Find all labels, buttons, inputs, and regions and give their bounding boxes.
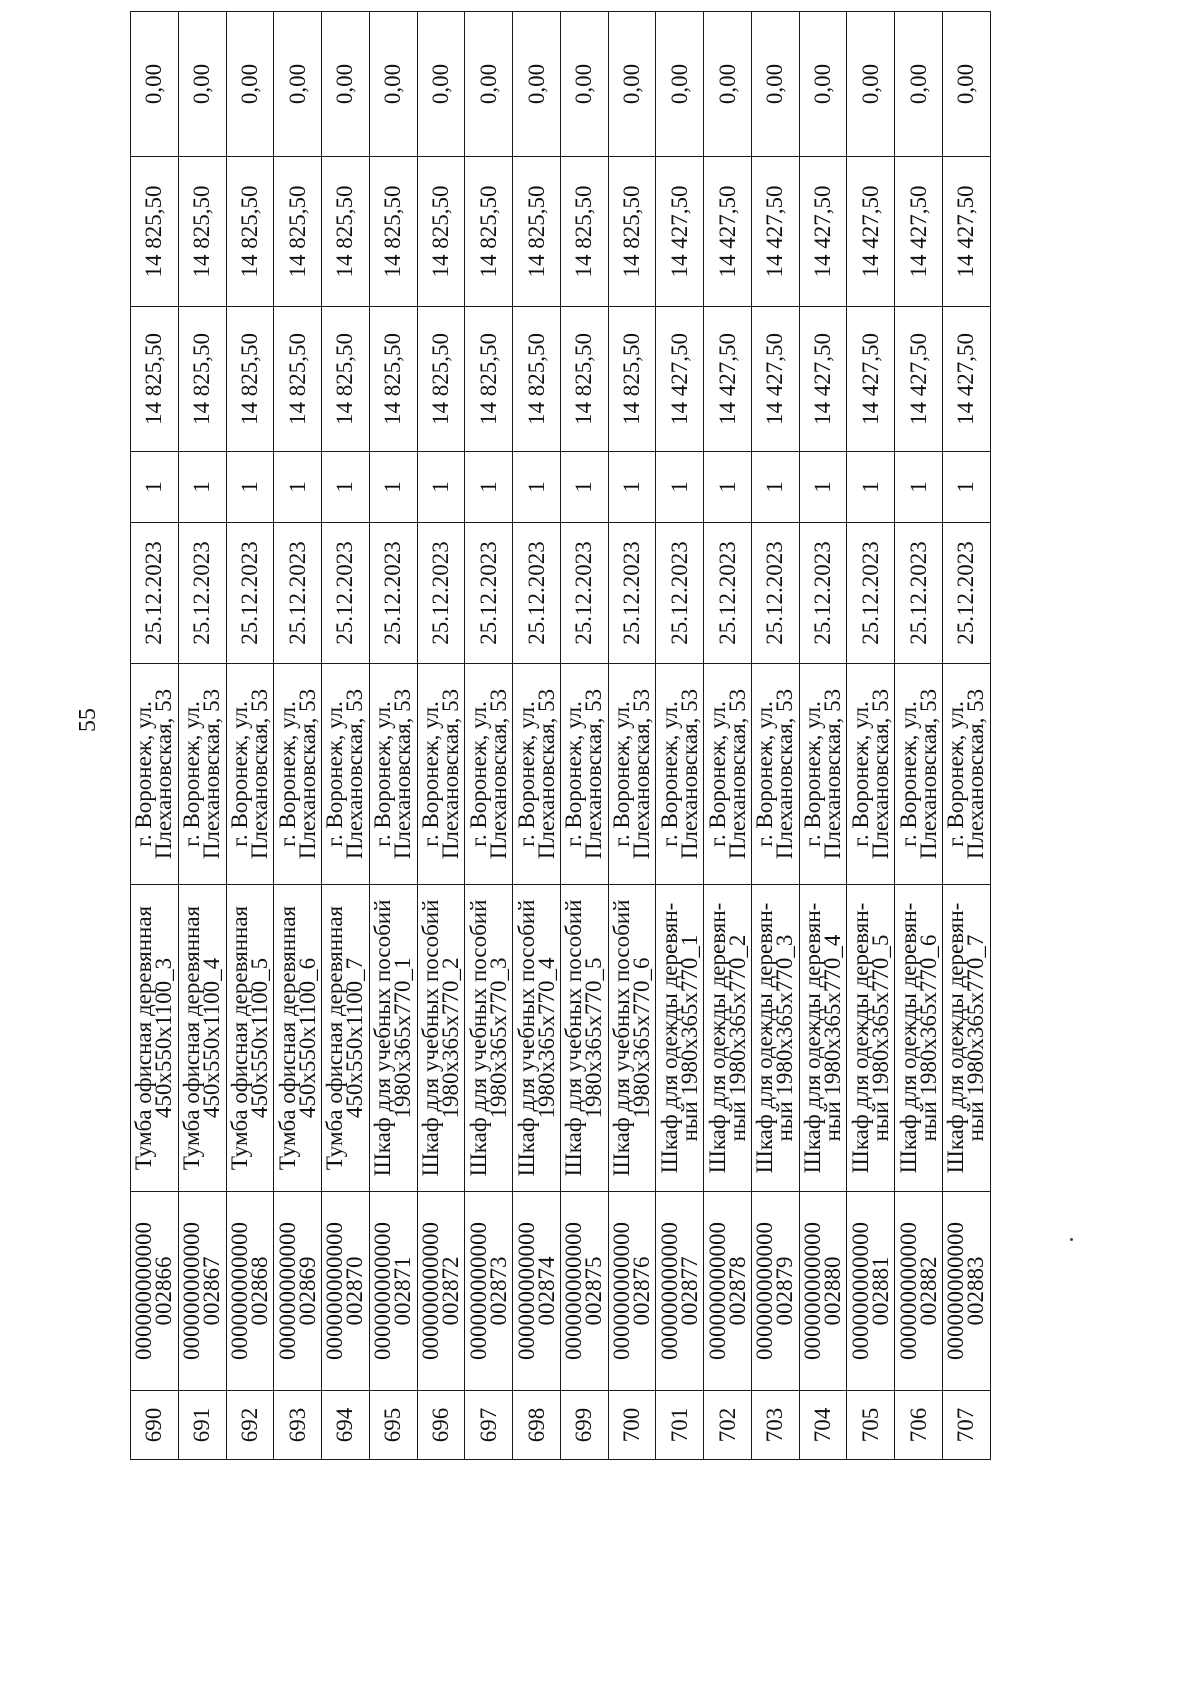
- inventory-number: 000000000000 002866: [131, 1192, 179, 1391]
- item-name: Шкаф для одежды деревян- ный 1980х365х770_7: [943, 885, 991, 1192]
- table-row: [608, 12, 656, 1460]
- book-value: 14 427,50: [895, 307, 943, 452]
- inventory-number: 000000000000 002868: [226, 1192, 274, 1391]
- quantity: 1: [417, 452, 465, 523]
- item-name: Шкаф для одежды деревян- ный 1980х365х770_6: [895, 885, 943, 1192]
- table-row: [274, 12, 322, 1460]
- row-index: 697: [465, 1391, 513, 1460]
- book-value: 14 427,50: [799, 307, 847, 452]
- residual-value: 0,00: [560, 12, 608, 157]
- location: г. Воронеж, ул. Плехановская, 53: [131, 664, 179, 885]
- item-name: Тумба офисная деревянная 450х550х1100_3: [131, 885, 179, 1192]
- location: г. Воронеж, ул. Плехановская, 53: [847, 664, 895, 885]
- item-name: Шкаф для учебных пособий 1980х365х770_6: [608, 885, 656, 1192]
- item-name: Тумба офисная деревянная 450х550х1100_4: [178, 885, 226, 1192]
- row-index: 693: [274, 1391, 322, 1460]
- book-value: 14 825,50: [226, 307, 274, 452]
- initial-value: 14 825,50: [274, 157, 322, 307]
- acquisition-date: 25.12.2023: [895, 523, 943, 664]
- acquisition-date: 25.12.2023: [178, 523, 226, 664]
- residual-value: 0,00: [513, 12, 561, 157]
- location: г. Воронеж, ул. Плехановская, 53: [704, 664, 752, 885]
- acquisition-date: 25.12.2023: [608, 523, 656, 664]
- acquisition-date: 25.12.2023: [560, 523, 608, 664]
- acquisition-date: 25.12.2023: [465, 523, 513, 664]
- inventory-number: 000000000000 002880: [799, 1192, 847, 1391]
- item-name: Шкаф для учебных пособий 1980х365х770_2: [417, 885, 465, 1192]
- initial-value: 14 825,50: [226, 157, 274, 307]
- quantity: 1: [560, 452, 608, 523]
- inventory-number: 000000000000 002883: [943, 1192, 991, 1391]
- residual-value: 0,00: [322, 12, 370, 157]
- inventory-number: 000000000000 002874: [513, 1192, 561, 1391]
- row-index: 702: [704, 1391, 752, 1460]
- initial-value: 14 427,50: [847, 157, 895, 307]
- item-name: Шкаф для одежды деревян- ный 1980х365х770_4: [799, 885, 847, 1192]
- location: г. Воронеж, ул. Плехановская, 53: [322, 664, 370, 885]
- quantity: 1: [799, 452, 847, 523]
- acquisition-date: 25.12.2023: [656, 523, 704, 664]
- quantity: 1: [847, 452, 895, 523]
- table-row: [656, 12, 704, 1460]
- quantity: 1: [274, 452, 322, 523]
- table-row: [560, 12, 608, 1460]
- item-name: Шкаф для одежды деревян- ный 1980х365х770_1: [656, 885, 704, 1192]
- initial-value: 14 427,50: [656, 157, 704, 307]
- table-row: [465, 12, 513, 1460]
- book-value: 14 825,50: [465, 307, 513, 452]
- inventory-table: [130, 11, 991, 1460]
- location: г. Воронеж, ул. Плехановская, 53: [369, 664, 417, 885]
- item-name: Шкаф для одежды деревян- ный 1980х365х770_3: [751, 885, 799, 1192]
- initial-value: 14 825,50: [417, 157, 465, 307]
- residual-value: 0,00: [178, 12, 226, 157]
- book-value: 14 427,50: [847, 307, 895, 452]
- item-name: Шкаф для учебных пособий 1980х365х770_1: [369, 885, 417, 1192]
- item-name: Тумба офисная деревянная 450х550х1100_5: [226, 885, 274, 1192]
- residual-value: 0,00: [656, 12, 704, 157]
- row-index: 707: [943, 1391, 991, 1460]
- initial-value: 14 825,50: [178, 157, 226, 307]
- row-index: 700: [608, 1391, 656, 1460]
- acquisition-date: 25.12.2023: [943, 523, 991, 664]
- inventory-number: 000000000000 002867: [178, 1192, 226, 1391]
- inventory-number: 000000000000 002869: [274, 1192, 322, 1391]
- book-value: 14 427,50: [704, 307, 752, 452]
- item-name: Шкаф для одежды деревян- ный 1980х365х770_2: [704, 885, 752, 1192]
- initial-value: 14 427,50: [943, 157, 991, 307]
- quantity: 1: [608, 452, 656, 523]
- table-row: [943, 12, 991, 1460]
- inventory-table-sheet: [130, 57, 990, 1460]
- row-index: 706: [895, 1391, 943, 1460]
- inventory-number: 000000000000 002877: [656, 1192, 704, 1391]
- residual-value: 0,00: [704, 12, 752, 157]
- inventory-number: 000000000000 002876: [608, 1192, 656, 1391]
- book-value: 14 825,50: [513, 307, 561, 452]
- residual-value: 0,00: [274, 12, 322, 157]
- initial-value: 14 427,50: [751, 157, 799, 307]
- row-index: 690: [131, 1391, 179, 1460]
- inventory-number: 000000000000 002872: [417, 1192, 465, 1391]
- location: г. Воронеж, ул. Плехановская, 53: [608, 664, 656, 885]
- item-name: Шкаф для учебных пособий 1980х365х770_5: [560, 885, 608, 1192]
- book-value: 14 825,50: [131, 307, 179, 452]
- quantity: 1: [131, 452, 179, 523]
- acquisition-date: 25.12.2023: [274, 523, 322, 664]
- acquisition-date: 25.12.2023: [417, 523, 465, 664]
- row-index: 698: [513, 1391, 561, 1460]
- initial-value: 14 825,50: [369, 157, 417, 307]
- residual-value: 0,00: [369, 12, 417, 157]
- location: г. Воронеж, ул. Плехановская, 53: [751, 664, 799, 885]
- row-index: 695: [369, 1391, 417, 1460]
- quantity: 1: [895, 452, 943, 523]
- row-index: 691: [178, 1391, 226, 1460]
- quantity: 1: [226, 452, 274, 523]
- residual-value: 0,00: [608, 12, 656, 157]
- location: г. Воронеж, ул. Плехановская, 53: [943, 664, 991, 885]
- inventory-number: 000000000000 002879: [751, 1192, 799, 1391]
- initial-value: 14 825,50: [131, 157, 179, 307]
- acquisition-date: 25.12.2023: [847, 523, 895, 664]
- table-row: [847, 12, 895, 1460]
- row-index: 705: [847, 1391, 895, 1460]
- location: г. Воронеж, ул. Плехановская, 53: [656, 664, 704, 885]
- inventory-number: 000000000000 002871: [369, 1192, 417, 1391]
- residual-value: 0,00: [751, 12, 799, 157]
- quantity: 1: [656, 452, 704, 523]
- initial-value: 14 825,50: [560, 157, 608, 307]
- table-row: [513, 12, 561, 1460]
- residual-value: 0,00: [226, 12, 274, 157]
- quantity: 1: [322, 452, 370, 523]
- acquisition-date: 25.12.2023: [131, 523, 179, 664]
- table-row: [417, 12, 465, 1460]
- row-index: 696: [417, 1391, 465, 1460]
- inventory-number: 000000000000 002882: [895, 1192, 943, 1391]
- acquisition-date: 25.12.2023: [226, 523, 274, 664]
- book-value: 14 825,50: [369, 307, 417, 452]
- inventory-number: 000000000000 002870: [322, 1192, 370, 1391]
- row-index: 703: [751, 1391, 799, 1460]
- residual-value: 0,00: [799, 12, 847, 157]
- inventory-number: 000000000000 002875: [560, 1192, 608, 1391]
- book-value: 14 427,50: [943, 307, 991, 452]
- row-index: 704: [799, 1391, 847, 1460]
- item-name: Шкаф для одежды деревян- ный 1980х365х770_5: [847, 885, 895, 1192]
- residual-value: 0,00: [131, 12, 179, 157]
- residual-value: 0,00: [895, 12, 943, 157]
- item-name: Шкаф для учебных пособий 1980х365х770_4: [513, 885, 561, 1192]
- table-row: [131, 12, 179, 1460]
- quantity: 1: [465, 452, 513, 523]
- row-index: 701: [656, 1391, 704, 1460]
- quantity: 1: [751, 452, 799, 523]
- initial-value: 14 825,50: [608, 157, 656, 307]
- location: г. Воронеж, ул. Плехановская, 53: [560, 664, 608, 885]
- book-value: 14 427,50: [656, 307, 704, 452]
- book-value: 14 825,50: [608, 307, 656, 452]
- row-index: 699: [560, 1391, 608, 1460]
- initial-value: 14 427,50: [799, 157, 847, 307]
- acquisition-date: 25.12.2023: [751, 523, 799, 664]
- inventory-number: 000000000000 002881: [847, 1192, 895, 1391]
- quantity: 1: [513, 452, 561, 523]
- quantity: 1: [369, 452, 417, 523]
- item-name: Шкаф для учебных пособий 1980х365х770_3: [465, 885, 513, 1192]
- acquisition-date: 25.12.2023: [799, 523, 847, 664]
- book-value: 14 427,50: [751, 307, 799, 452]
- quantity: 1: [178, 452, 226, 523]
- initial-value: 14 427,50: [704, 157, 752, 307]
- table-row: [895, 12, 943, 1460]
- book-value: 14 825,50: [560, 307, 608, 452]
- row-index: 694: [322, 1391, 370, 1460]
- table-row: [226, 12, 274, 1460]
- book-value: 14 825,50: [274, 307, 322, 452]
- row-index: 692: [226, 1391, 274, 1460]
- location: г. Воронеж, ул. Плехановская, 53: [178, 664, 226, 885]
- residual-value: 0,00: [465, 12, 513, 157]
- book-value: 14 825,50: [178, 307, 226, 452]
- location: г. Воронеж, ул. Плехановская, 53: [895, 664, 943, 885]
- acquisition-date: 25.12.2023: [322, 523, 370, 664]
- residual-value: 0,00: [943, 12, 991, 157]
- book-value: 14 825,50: [417, 307, 465, 452]
- residual-value: 0,00: [417, 12, 465, 157]
- table-row: [799, 12, 847, 1460]
- location: г. Воронеж, ул. Плехановская, 53: [226, 664, 274, 885]
- initial-value: 14 427,50: [895, 157, 943, 307]
- residual-value: 0,00: [847, 12, 895, 157]
- location: г. Воронеж, ул. Плехановская, 53: [417, 664, 465, 885]
- initial-value: 14 825,50: [322, 157, 370, 307]
- quantity: 1: [943, 452, 991, 523]
- location: г. Воронеж, ул. Плехановская, 53: [513, 664, 561, 885]
- table-row: [369, 12, 417, 1460]
- item-name: Тумба офисная деревянная 450х550х1100_6: [274, 885, 322, 1192]
- location: г. Воронеж, ул. Плехановская, 53: [799, 664, 847, 885]
- inventory-number: 000000000000 002878: [704, 1192, 752, 1391]
- book-value: 14 825,50: [322, 307, 370, 452]
- scan-speck: [1070, 1238, 1073, 1241]
- table-row: [704, 12, 752, 1460]
- quantity: 1: [704, 452, 752, 523]
- table-row: [322, 12, 370, 1460]
- inventory-number: 000000000000 002873: [465, 1192, 513, 1391]
- acquisition-date: 25.12.2023: [704, 523, 752, 664]
- table-row: [751, 12, 799, 1460]
- page-number: 55: [75, 708, 101, 732]
- item-name: Тумба офисная деревянная 450х550х1100_7: [322, 885, 370, 1192]
- acquisition-date: 25.12.2023: [513, 523, 561, 664]
- acquisition-date: 25.12.2023: [369, 523, 417, 664]
- table-row: [178, 12, 226, 1460]
- location: г. Воронеж, ул. Плехановская, 53: [465, 664, 513, 885]
- initial-value: 14 825,50: [465, 157, 513, 307]
- location: г. Воронеж, ул. Плехановская, 53: [274, 664, 322, 885]
- initial-value: 14 825,50: [513, 157, 561, 307]
